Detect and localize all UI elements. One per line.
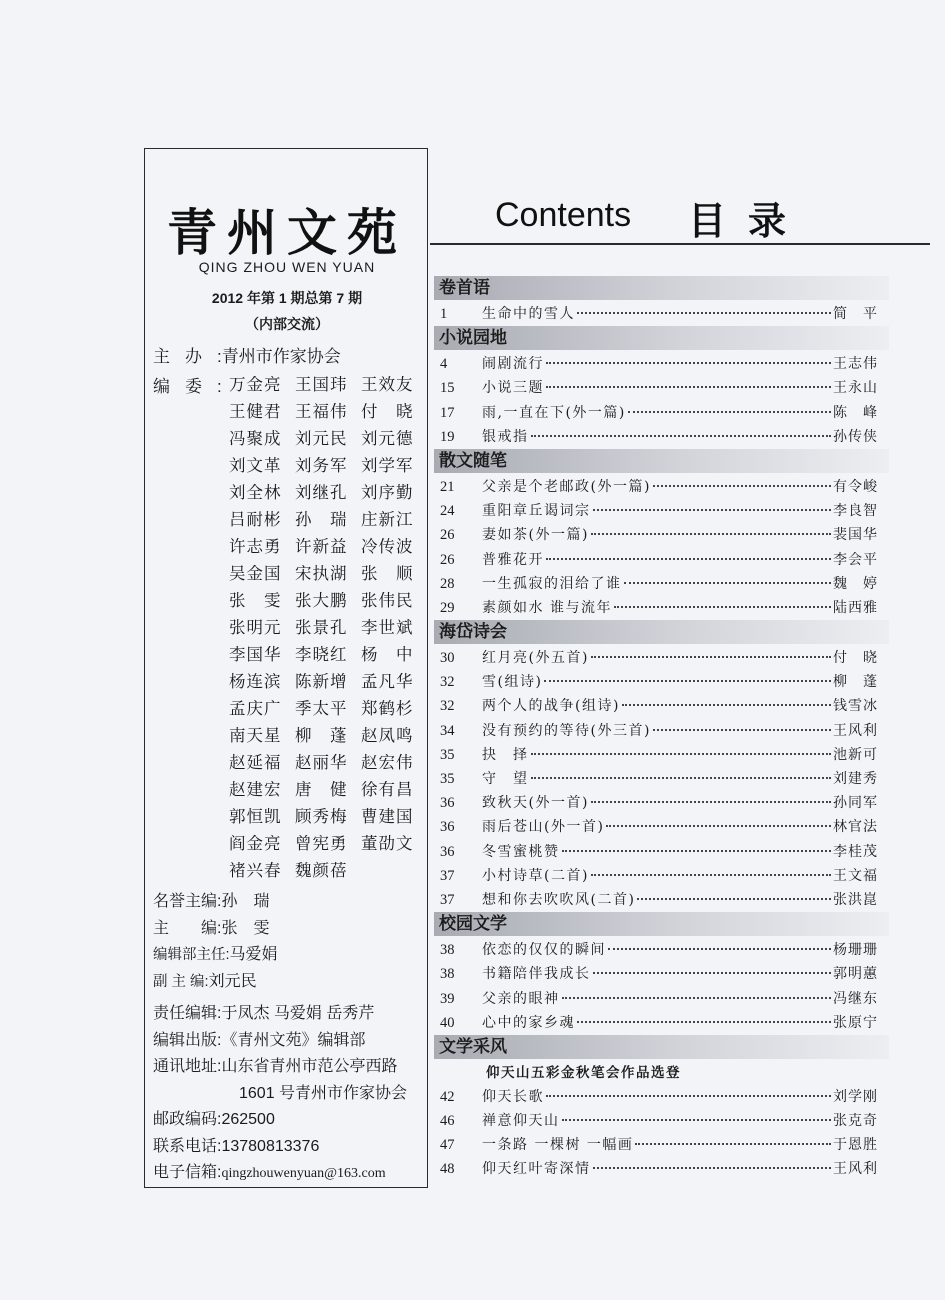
toc-page-number: 37 [440,891,455,908]
responsible-editors-label: 责任编辑: [153,1005,222,1022]
toc-page-number: 37 [440,867,455,884]
toc-article-title: 一生孤寂的泪给了谁 [482,575,622,592]
email-row [153,1160,423,1187]
toc-article-title: 仰天红叶寄深情 [482,1161,591,1178]
toc-author: 陈 峰 [833,404,878,421]
office-director-label: 编辑部主任: [153,947,230,963]
board-member: 吴金国 [229,565,282,583]
toc-leader-dots [546,1095,831,1097]
toc-page-number: 15 [440,380,455,397]
toc-section-heading: 卷首语 [434,276,889,300]
toc-leader-dots [622,704,831,706]
toc-article-title: 两个人的战争(组诗) [482,698,620,715]
board-member: 顾秀梅 [295,808,348,826]
toc-leader-dots [562,850,832,852]
toc-author: 王志伟 [833,356,878,373]
toc-author: 李桂茂 [833,843,878,860]
toc-page-number: 28 [440,575,455,592]
toc-leader-dots [531,753,832,755]
toc-article-title: 生命中的雪人 [482,306,575,322]
toc-page-number: 36 [440,843,455,860]
toc-leader-dots [608,948,831,950]
toc-page-number: 32 [440,674,455,691]
board-member: 王健君 [229,403,282,421]
magazine-pinyin: QING ZHOU WEN YUAN [198,259,376,275]
chief-editor-value: 张 雯 [221,919,270,937]
toc-author: 池新可 [833,746,878,763]
toc-page-number: 17 [440,404,455,421]
toc-page-number: 40 [440,1014,455,1031]
toc-entry [434,1085,889,1109]
board-member: 刘序勤 [361,484,414,502]
deputy-editor-label: 副 主 编: [153,973,209,990]
board-member: 赵凤鸣 [361,727,414,745]
toc-author: 王永山 [833,380,878,397]
toc-author: 裴国华 [833,527,878,544]
toc-entry [434,646,889,670]
board-member: 万金亮 [229,376,282,394]
postcode-row [153,1107,423,1134]
contents-heading-cn: 目录 [688,199,809,243]
phone-row [153,1134,423,1161]
board-member: 阎金亮 [229,835,282,853]
board-member: 宋执湖 [295,565,348,583]
toc-author: 王风利 [833,1161,878,1178]
publisher-label: 编辑出版: [153,1031,222,1049]
toc-author: 张原宁 [833,1014,878,1031]
toc-page-number: 1 [440,306,448,322]
toc-leader-dots [624,582,832,584]
toc-leader-dots [544,680,831,682]
board-member: 刘全林 [229,484,282,502]
toc-leader-dots [562,1119,832,1121]
toc-author: 王风利 [833,722,878,739]
board-member: 杨 中 [361,646,414,664]
toc-leader-dots [591,533,831,535]
toc-leader-dots [628,411,831,413]
toc-page-number: 48 [440,1161,455,1178]
toc-entry [434,401,889,425]
toc-entry [434,548,889,572]
toc-entry [434,962,889,986]
board-member: 张伟民 [361,592,414,610]
toc-entry [434,840,889,864]
address-line-2: 1601 号青州市作家协会 [239,1084,408,1102]
toc-entry [434,719,889,743]
board-member: 王国玮 [295,376,348,394]
toc-entry [434,791,889,815]
honorary-editor-label: 名誉主编: [153,893,222,910]
host-label: 主办 [153,347,217,366]
toc-leader-dots [531,435,832,437]
toc-article-title: 心中的家乡魂 [482,1014,575,1031]
toc-entry [434,864,889,888]
toc-leader-dots [591,874,831,876]
toc-author: 有令峻 [833,478,878,495]
board-member: 刘文革 [229,457,282,475]
board-member: 冯聚成 [229,430,282,448]
board-member: 付 晓 [361,403,414,421]
toc-entry [434,888,889,912]
board-member: 张 顺 [361,565,414,583]
chief-editor-row [153,916,423,943]
host-value: :青州市作家协会 [217,347,341,366]
toc-article-title: 书籍陪伴我成长 [482,966,591,983]
email-label: 电子信箱: [153,1164,222,1181]
board-member: 孟庆广 [229,700,282,718]
toc-page-number: 30 [440,650,455,667]
board-member: 孙 瑞 [295,511,348,529]
board-member: 董劭文 [361,835,414,853]
toc-page-number: 35 [440,746,455,763]
toc-article-title: 仰天长歌 [482,1088,544,1105]
board-member: 赵丽华 [295,754,348,772]
phone-value: 13780813376 [221,1137,320,1155]
toc-entry [434,352,889,376]
toc-article-title: 重阳章丘谒词宗 [482,503,591,520]
address-row-2 [153,1081,423,1108]
toc-page-number: 39 [440,990,455,1007]
toc-entry [434,425,889,449]
magazine-title: 青州文苑 [167,203,407,262]
toc-page-number: 36 [440,795,455,812]
toc-leader-dots [614,606,831,608]
toc-section-heading: 校园文学 [434,912,889,936]
board-member: 王福伟 [295,403,348,421]
publisher-row [153,1028,423,1055]
toc-author: 张克奇 [833,1113,878,1130]
toc-author: 柳 蓬 [833,674,878,691]
board-member: 刘元民 [295,430,348,448]
deputy-editor-row [153,969,423,996]
toc-section-subtitle: 仰天山五彩金秋笔会作品选登 [486,1064,681,1081]
toc-entry [434,1109,889,1133]
responsible-editors-row [153,1001,423,1028]
board-member: 张 雯 [229,592,282,610]
address-line-1: 山东省青州市范公亭西路 [221,1058,398,1075]
toc-article-title: 致秋天(外一首) [482,795,589,812]
board-member: 刘元德 [361,430,414,448]
toc-article-title: 闹剧流行 [482,356,544,373]
toc-author: 李会平 [833,551,878,568]
toc-article-title: 小说三题 [482,380,544,397]
board-member: 李晓红 [295,646,348,664]
toc-article-title: 父亲的眼神 [482,990,560,1007]
toc-article-title: 银戒指 [482,428,529,445]
postcode-label: 邮政编码: [153,1111,222,1128]
toc-page-number: 19 [440,428,455,445]
toc-article-title: 雨后苍山(外一首) [482,819,605,836]
board-member: 刘继孔 [295,484,348,502]
toc-page-number: 42 [440,1088,455,1105]
toc-entry [434,572,889,596]
toc-entry [434,376,889,400]
board-member: 冷传波 [361,538,414,556]
toc-entry [434,767,889,791]
circulation-note: （内部交流） [245,316,329,332]
toc-article-title: 普雅花开 [482,551,544,568]
toc-article-title: 禅意仰天山 [482,1113,560,1130]
board-member: 唐 健 [295,781,348,799]
toc-leader-dots [562,997,832,999]
email-value: qingzhouwenyuan@163.com [221,1166,386,1181]
board-member: 赵宏伟 [361,754,414,772]
toc-author: 李良智 [833,503,878,520]
board-member: 陈新增 [295,673,348,691]
toc-page-number: 29 [440,599,455,616]
board-label: 编委: [153,377,237,396]
toc-author: 简 平 [833,306,878,322]
toc-author: 杨珊珊 [833,942,878,959]
toc-leader-dots [653,729,831,731]
toc-author: 于恩胜 [833,1137,878,1154]
toc-leader-dots [653,485,831,487]
board-member: 褚兴春 [229,862,282,880]
board-member: 刘务军 [295,457,348,475]
toc-leader-dots [606,825,831,827]
toc-leader-dots [593,1167,832,1169]
contents-heading-en: Contents [495,196,632,234]
toc-entry [434,815,889,839]
board-member: 郑鹤杉 [361,700,414,718]
toc-leader-dots [637,898,831,900]
toc-page-number: 24 [440,503,455,520]
board-member: 王效友 [361,376,414,394]
toc-article-title: 雪(组诗) [482,674,543,691]
toc-page-number: 35 [440,771,455,787]
toc-article-title: 没有预约的等待(外三首) [482,722,651,739]
office-director-row [153,942,423,969]
board-member: 刘学军 [361,457,414,475]
board-member: 南天星 [229,727,282,745]
toc-article-title: 小村诗草(二首) [482,867,589,884]
toc-entry [434,475,889,499]
board-member: 杨连滨 [229,673,282,691]
toc-author: 林官法 [833,819,878,836]
toc-entry [434,670,889,694]
header-divider [430,243,930,245]
toc-article-title: 抉 择 [482,746,529,763]
responsible-editors-value: 于凤杰 马爱娟 岳秀芹 [221,1005,375,1022]
toc-leader-dots [593,509,832,511]
toc-article-title: 想和你去吹吹风(二首) [482,891,636,908]
board-member: 魏颜蓓 [295,862,348,880]
toc-section-heading: 散文随笔 [434,449,889,473]
table-of-contents [434,276,889,1182]
toc-author: 冯继东 [833,990,878,1007]
address-row [153,1054,423,1081]
toc-page-number: 38 [440,966,455,983]
toc-leader-dots [546,558,831,560]
toc-page-number: 38 [440,942,455,959]
toc-article-title: 守 望 [482,771,529,787]
toc-article-title: 冬雪蜜桃赞 [482,843,560,860]
toc-page-number: 34 [440,722,455,739]
phone-label: 联系电话: [153,1137,222,1155]
toc-entry [434,1133,889,1157]
board-member: 徐有昌 [361,781,414,799]
chief-editor-label: 主 编: [153,919,222,937]
toc-author: 钱雪冰 [833,698,878,715]
honorary-editor-value: 孙 瑞 [221,893,270,910]
toc-leader-dots [591,656,831,658]
toc-article-title: 妻如茶(外一篇) [482,527,589,544]
board-member: 赵建宏 [229,781,282,799]
toc-page-number: 26 [440,527,455,544]
toc-author: 陆西雅 [833,599,878,616]
toc-leader-dots [577,1021,831,1023]
office-director-value: 马爱娟 [229,946,278,963]
toc-section-heading: 海岱诗会 [434,620,889,644]
board-member: 许新益 [295,538,348,556]
editorial-board-list [229,372,425,885]
toc-page-number: 47 [440,1137,455,1154]
toc-article-title: 父亲是个老邮政(外一篇) [482,478,651,495]
publisher-value: 《青州文苑》编辑部 [221,1031,366,1049]
postcode-value: 262500 [221,1111,275,1128]
toc-entry [434,302,889,326]
toc-leader-dots [546,386,831,388]
board-member: 吕耐彬 [229,511,282,529]
board-member: 李世斌 [361,619,414,637]
toc-entry [434,987,889,1011]
toc-author: 王文福 [833,867,878,884]
toc-section-heading: 小说园地 [434,326,889,350]
board-member: 曹建国 [361,808,414,826]
board-member: 郭恒凯 [229,808,282,826]
toc-author: 孙传侠 [833,428,878,445]
toc-author: 孙同军 [833,795,878,812]
board-member: 张大鹏 [295,592,348,610]
toc-page-number: 26 [440,551,455,568]
masthead-box [144,148,428,1188]
toc-leader-dots [593,972,832,974]
toc-page-number: 36 [440,819,455,836]
toc-leader-dots [546,362,831,364]
toc-leader-dots [591,801,831,803]
toc-author: 郭明蕙 [833,966,878,983]
toc-author: 张洪崑 [833,891,878,908]
board-member: 庄新江 [361,511,414,529]
honorary-editor-row [153,889,423,916]
toc-author: 魏 婷 [833,575,878,592]
toc-entry [434,694,889,718]
toc-author: 刘学刚 [833,1088,878,1105]
deputy-editor-value: 刘元民 [208,972,257,990]
toc-entry [434,1157,889,1181]
board-member: 赵延福 [229,754,282,772]
toc-article-title: 依恋的仅仅的瞬间 [482,942,606,959]
board-member: 孟凡华 [361,673,414,691]
toc-article-title: 素颜如水 谁与流年 [482,599,612,616]
toc-author: 付 晓 [833,650,878,667]
address-label: 通讯地址: [153,1058,222,1075]
toc-author: 刘建秀 [833,771,878,787]
toc-page-number: 4 [440,356,448,373]
host-organization [153,342,341,367]
board-member: 张景孔 [295,619,348,637]
toc-entry [434,938,889,962]
toc-article-title: 红月亮(外五首) [482,650,589,667]
board-member: 曾宪勇 [295,835,348,853]
toc-entry [434,499,889,523]
toc-leader-dots [531,777,832,779]
toc-entry [434,523,889,547]
toc-page-number: 46 [440,1113,455,1130]
issue-number: 2012 年第 1 期总第 7 期 [211,290,363,306]
toc-entry [434,596,889,620]
board-member: 张明元 [229,619,282,637]
board-member: 季太平 [295,700,348,718]
toc-entry [434,743,889,767]
toc-entry [434,1011,889,1035]
board-member: 柳 蓬 [295,727,348,745]
toc-page-number: 32 [440,698,455,715]
toc-section-heading: 文学采风 [434,1035,889,1059]
toc-article-title: 雨,一直在下(外一篇) [482,404,626,421]
toc-leader-dots [635,1143,831,1145]
board-member: 许志勇 [229,538,282,556]
toc-page-number: 21 [440,478,455,495]
credits-block [153,889,423,1187]
board-member: 李国华 [229,646,282,664]
toc-article-title: 一条路 一棵树 一幅画 [482,1137,634,1154]
toc-leader-dots [577,312,831,314]
